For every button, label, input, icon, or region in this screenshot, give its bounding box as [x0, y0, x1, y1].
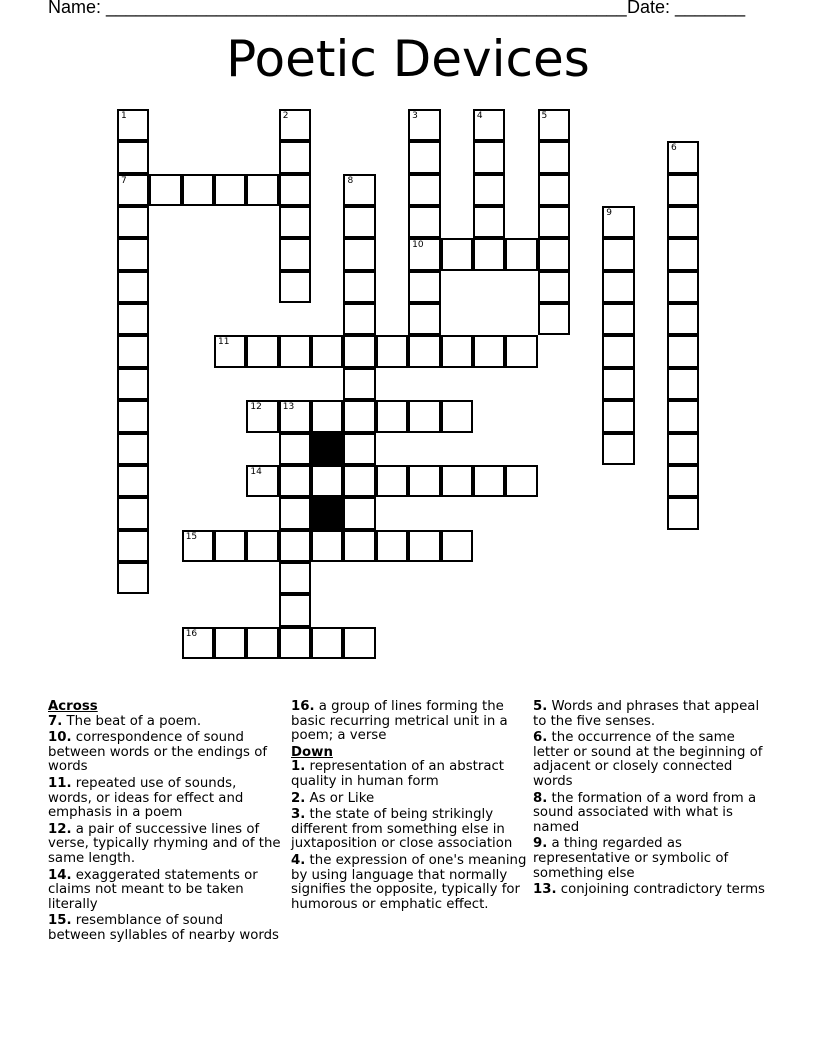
grid-cell[interactable] [279, 594, 311, 626]
grid-cell[interactable] [279, 562, 311, 594]
grid-cell[interactable] [343, 497, 375, 529]
grid-cell[interactable] [311, 465, 343, 497]
grid-cell[interactable] [505, 238, 537, 270]
grid-cell[interactable] [214, 530, 246, 562]
grid-cell[interactable] [343, 206, 375, 238]
grid-cell[interactable] [473, 206, 505, 238]
grid-cell[interactable] [441, 465, 473, 497]
grid-cell[interactable] [279, 335, 311, 367]
grid-cell[interactable] [311, 400, 343, 432]
grid-cell[interactable] [279, 109, 311, 141]
grid-cell[interactable] [408, 530, 440, 562]
grid-cell[interactable] [538, 109, 570, 141]
grid-cell[interactable] [343, 303, 375, 335]
clue-number: 3 [412, 111, 418, 121]
grid-cell[interactable] [311, 530, 343, 562]
grid-cell[interactable] [279, 206, 311, 238]
clue-down-3: 3. the state of being strikingly different from something else in juxtaposition or close association [291, 807, 513, 852]
grid-cell[interactable] [667, 465, 699, 497]
grid-cell[interactable] [279, 271, 311, 303]
grid-cell[interactable] [182, 627, 214, 659]
grid-cell[interactable] [602, 271, 634, 303]
grid-cell[interactable] [602, 400, 634, 432]
clue-number: 4 [476, 111, 483, 121]
grid-cell[interactable] [408, 303, 440, 335]
clue-number: 8 [347, 175, 354, 186]
grid-cell[interactable] [343, 530, 375, 562]
grid-cell[interactable] [343, 174, 375, 206]
clue-number: 5 [541, 111, 548, 121]
grid-cell[interactable] [505, 335, 537, 367]
grid-cell[interactable] [343, 627, 375, 659]
clue-down-8: 8. the formation of a word from a sound associated with what is named [533, 790, 757, 835]
clue-number: 12 [250, 402, 262, 413]
grid-cell[interactable] [473, 335, 505, 367]
date-field-label: Date: _______ [627, 0, 746, 17]
page-title: Poetic Devices [226, 30, 590, 88]
grid-cell[interactable] [602, 303, 634, 335]
clue-number: 9 [606, 208, 612, 219]
grid-cell[interactable] [538, 174, 570, 206]
grid-cell[interactable] [279, 497, 311, 529]
grid-cell[interactable] [473, 238, 505, 270]
grid-cell[interactable] [311, 627, 343, 659]
clue-number: 16 [185, 628, 198, 639]
grid-cell[interactable] [538, 271, 570, 303]
grid-cell[interactable] [279, 400, 311, 432]
grid-cell[interactable] [602, 238, 634, 270]
grid-cell[interactable] [149, 174, 181, 206]
grid-cell[interactable] [408, 465, 440, 497]
clue-number: 15 [185, 531, 198, 542]
grid-cell[interactable] [376, 335, 408, 367]
grid-cell[interactable] [441, 530, 473, 562]
grid-cell[interactable] [408, 174, 440, 206]
name-field-label: Name: ____________________________________________________ [48, 0, 627, 17]
grid-cell[interactable] [602, 335, 634, 367]
grid-cell[interactable] [117, 271, 149, 303]
grid-cell[interactable] [538, 141, 570, 173]
grid-cell[interactable] [376, 400, 408, 432]
grid-cell[interactable] [667, 335, 699, 367]
grid-cell[interactable] [117, 174, 149, 206]
grid-cell[interactable] [279, 141, 311, 173]
clue-across-11: 11. repeated use of sounds, words, or ideas for effect and emphasis in a poem [48, 775, 244, 821]
grid-cell[interactable] [408, 400, 440, 432]
clue-number: 11 [218, 337, 230, 348]
clue-down-2: 2. As or Like [291, 790, 375, 806]
grid-cell[interactable] [473, 174, 505, 206]
clue-number: 2 [282, 111, 289, 121]
grid-cell[interactable] [117, 433, 149, 465]
grid-cell[interactable] [214, 174, 246, 206]
clues-column-2 [291, 700, 527, 914]
clues-column-3 [533, 700, 773, 900]
clue-down-4: 4. the expression of one's meaning by using language that normally signifies the opposite, typically for humorous or emphatic effect. [291, 852, 527, 912]
grid-cell[interactable] [246, 400, 278, 432]
grid-cell[interactable] [667, 368, 699, 400]
grid-cell[interactable] [408, 206, 440, 238]
clue-down-1: 1. representation of an abstract quality in human form [291, 759, 505, 789]
grid-cell[interactable] [343, 335, 375, 367]
grid-cell[interactable] [667, 433, 699, 465]
clue-down-6: 6. the occurrence of the same letter or sound at the beginning of adjacent or closely connected words [533, 730, 763, 789]
grid-cell[interactable] [182, 174, 214, 206]
clue-number: 14 [250, 466, 262, 477]
grid-cell[interactable] [343, 400, 375, 432]
grid-cell[interactable] [279, 238, 311, 270]
grid-cell[interactable] [343, 433, 375, 465]
clue-down-9: 9. a thing regarded as representative or symbolic of something else [533, 836, 729, 881]
grid-cell[interactable] [408, 109, 440, 141]
grid-cell[interactable] [279, 627, 311, 659]
clues-column-1 [48, 700, 284, 946]
grid-cell[interactable] [343, 271, 375, 303]
grid-cell[interactable] [117, 562, 149, 594]
clue-across-15: 15. resemblance of sound between syllables of nearby words [48, 913, 279, 943]
grid-cell[interactable] [538, 206, 570, 238]
grid-cell[interactable] [311, 335, 343, 367]
grid-cell[interactable] [214, 627, 246, 659]
grid-cell[interactable] [505, 465, 537, 497]
grid-cell[interactable] [441, 400, 473, 432]
grid-cell[interactable] [667, 400, 699, 432]
grid-cell[interactable] [667, 174, 699, 206]
grid-cell[interactable] [441, 335, 473, 367]
grid-cell[interactable] [246, 530, 278, 562]
clue-number: 6 [670, 143, 677, 154]
grid-cell[interactable] [667, 497, 699, 529]
grid-cell[interactable] [117, 109, 149, 141]
grid-cell[interactable] [667, 303, 699, 335]
grid-cell[interactable] [376, 465, 408, 497]
grid-cell[interactable] [538, 303, 570, 335]
grid-cell[interactable] [246, 627, 278, 659]
grid-cell[interactable] [117, 303, 149, 335]
clue-across-12: 12. a pair of successive lines of verse, typically rhyming and of the same length. [48, 821, 281, 866]
grid-cell[interactable] [117, 497, 149, 529]
grid-cell[interactable] [182, 530, 214, 562]
grid-cell[interactable] [667, 238, 699, 270]
grid-cell[interactable] [117, 141, 149, 173]
grid-cell[interactable] [246, 335, 278, 367]
clue-down-5: 5. Words and phrases that appeal to the five senses. [533, 699, 760, 729]
grid-cell[interactable] [667, 206, 699, 238]
grid-cell[interactable] [602, 206, 634, 238]
grid-cell[interactable] [117, 400, 149, 432]
grid-cell[interactable] [376, 530, 408, 562]
clue-number: 7 [121, 175, 127, 186]
grid-cell[interactable] [408, 335, 440, 367]
grid-cell[interactable] [408, 271, 440, 303]
black-cell [311, 433, 343, 465]
down-heading: Down [291, 744, 333, 760]
black-cell [311, 497, 343, 529]
grid-cell[interactable] [473, 465, 505, 497]
grid-cell[interactable] [246, 174, 278, 206]
grid-cell[interactable] [538, 238, 570, 270]
grid-cell[interactable] [408, 141, 440, 173]
grid-cell[interactable] [117, 238, 149, 270]
grid-cell[interactable] [441, 238, 473, 270]
grid-cell[interactable] [279, 530, 311, 562]
grid-cell[interactable] [117, 335, 149, 367]
clue-number: 1 [121, 111, 127, 121]
grid-cell[interactable] [117, 206, 149, 238]
grid-cell[interactable] [214, 335, 246, 367]
grid-cell[interactable] [667, 141, 699, 173]
grid-cell[interactable] [343, 368, 375, 400]
clue-down-13: 13. conjoining contradictory terms [533, 882, 765, 898]
grid-cell[interactable] [246, 465, 278, 497]
grid-cell[interactable] [279, 465, 311, 497]
grid-cell[interactable] [279, 433, 311, 465]
grid-cell[interactable] [602, 433, 634, 465]
across-heading: Across [48, 699, 98, 714]
grid-cell[interactable] [117, 530, 149, 562]
grid-cell[interactable] [473, 141, 505, 173]
grid-cell[interactable] [117, 465, 149, 497]
grid-cell[interactable] [473, 109, 505, 141]
clue-number: 13 [282, 402, 295, 413]
grid-cell[interactable] [408, 238, 440, 270]
clue-across-7: 7. The beat of a poem. [48, 713, 202, 729]
grid-cell[interactable] [602, 368, 634, 400]
grid-cell[interactable] [343, 465, 375, 497]
grid-cell[interactable] [343, 238, 375, 270]
grid-cell[interactable] [279, 174, 311, 206]
grid-cell[interactable] [667, 271, 699, 303]
grid-cell[interactable] [117, 368, 149, 400]
clue-across-16: 16. a group of lines forming the basic recurring metrical unit in a poem; a verse [291, 699, 508, 744]
clue-number: 10 [412, 240, 424, 251]
clue-across-10: 10. correspondence of sound between words or the endings of words [48, 730, 268, 775]
clue-across-14: 14. exaggerated statements or claims not meant to be taken literally [48, 867, 258, 912]
